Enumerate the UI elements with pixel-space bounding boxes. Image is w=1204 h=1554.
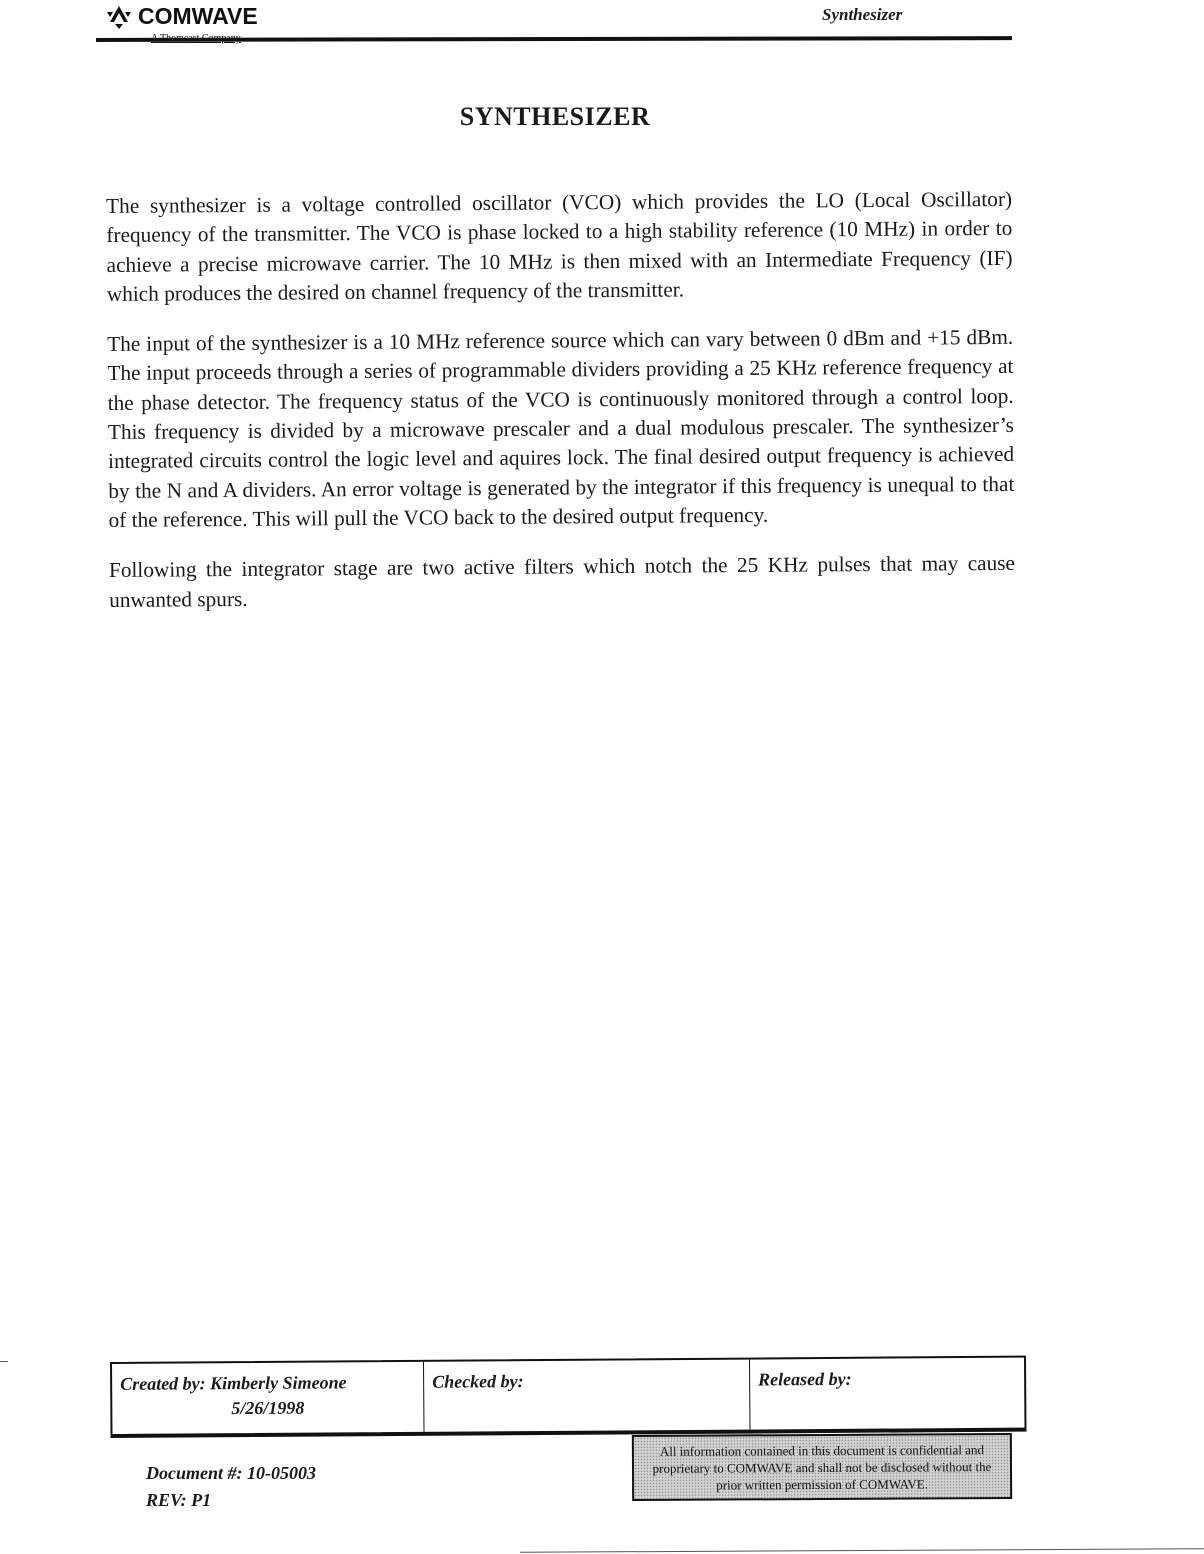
checked-by-label: Checked by: xyxy=(432,1371,524,1392)
document-number: Document #: 10-05003 xyxy=(146,1463,316,1483)
paragraph-2: The input of the synthesizer is a 10 MHz reference source which can vary between 0 dBm and +15 dBm. The input proceeds through a series of programmable dividers providing a 25 KHz reference frequency at the phase detector. The frequency status of the VCO is continuously monitored through a control loop. This frequency is divided by a microwave prescaler and a dual modulous prescaler. The synthesizer’s integrated circuits control the logic level and aquires lock. The final desired output frequency is achieved by the N and A dividers. An error voltage is generated by the integrator if this frequency is unequal to that of the reference. This will pull the VCO back to the desired output frequency. xyxy=(107,325,1015,532)
signoff-created-cell xyxy=(112,1362,424,1434)
header-section-title: Synthesizer xyxy=(822,5,903,24)
scan-artifact xyxy=(0,1361,8,1362)
confidential-text: All information contained in this document is confidential and proprietary to COMWAVE and shall not be disclosed without the prior written permission of COMWAVE. xyxy=(652,1441,992,1493)
document-revision: REV: P1 xyxy=(146,1490,212,1510)
paragraph-3: Following the integrator stage are two active filters which notch the 25 KHz pulses that may cause unwanted spurs. xyxy=(108,551,1016,612)
released-by-label: Released by: xyxy=(758,1368,852,1390)
company-logo xyxy=(104,3,258,30)
signoff-released-cell xyxy=(750,1358,1024,1430)
page-header xyxy=(96,0,1012,52)
confidential-notice xyxy=(632,1433,1012,1501)
document-meta xyxy=(146,1460,316,1514)
scan-artifact-bottom xyxy=(520,1548,1204,1553)
created-by-label: Created by: Kimberly Simeone xyxy=(120,1372,347,1394)
signoff-table xyxy=(110,1356,1027,1438)
page-title: SYNTHESIZER xyxy=(459,102,651,131)
paragraph-1: The synthesizer is a voltage controlled oscillator (VCO) which provides the LO (Local Oscillator) frequency of the transmitter. The VCO is phase locked to a high stability reference (10 MHz) in order to achieve a precise microwave carrier. The 10 MHz is then mixed with an Intermediate Frequency (IF) which produces the desired on channel frequency of the transmitter. xyxy=(106,186,1013,306)
signoff-checked-cell xyxy=(424,1360,750,1432)
header-divider xyxy=(96,36,1012,42)
body-text xyxy=(106,185,1015,636)
comwave-logo-icon xyxy=(104,4,134,30)
created-date: 5/26/1998 xyxy=(231,1397,305,1419)
logo-wordmark: COMWAVE xyxy=(138,3,258,29)
